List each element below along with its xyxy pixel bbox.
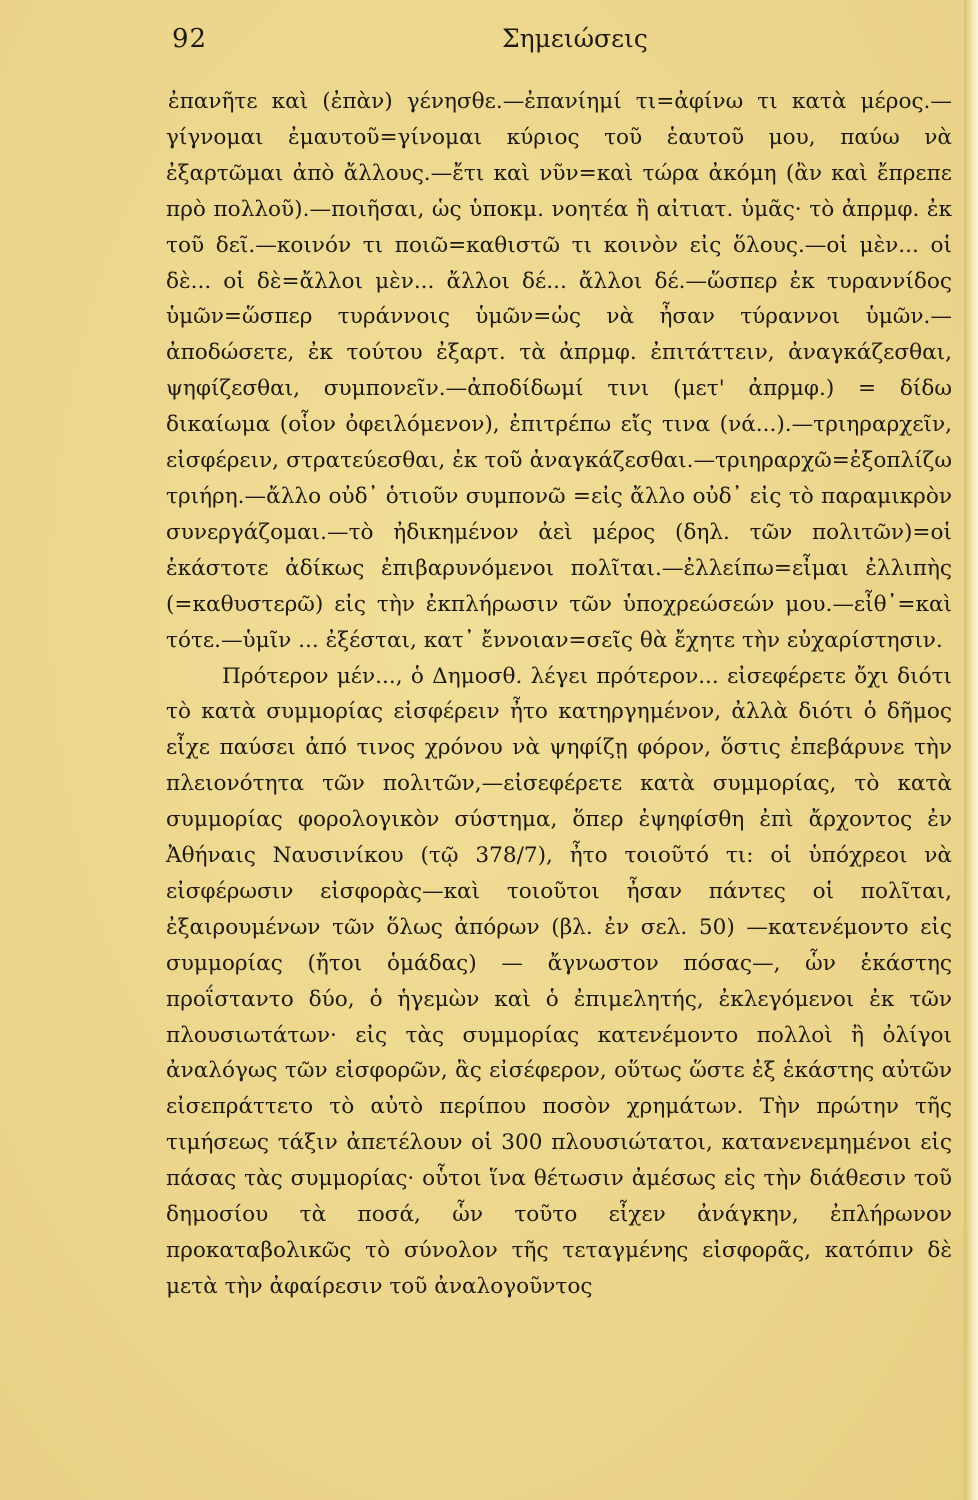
body-text (166, 84, 952, 1305)
paragraph-notes: ἐπανῆτε καὶ (ἐπὰν) γένησθε.—ἐπανίημί τι=ἀφίνω τι κατὰ μέρος.—γίγνομαι ἐμαυτοῦ=γίνομαι κύριος τοῦ ἑαυτοῦ μου, παύω νὰ ἐξαρτῶμαι ἀπὸ ἄλλους.—ἔτι καὶ νῦν=καὶ τώρα ἀκόμη (ἂν καὶ ἔπρεπε πρὸ πολλοῦ).—ποιῆσαι, ὡς ὑποκμ. νοητέα ἢ αἰτιατ. ὑμᾶς· τὸ ἀπρμφ. ἐκ τοῦ δεῖ.—κοινόν τι ποιῶ=καθιστῶ τι κοινὸν εἰς ὅλους.—οἱ μὲν... οἱ δὲ... οἱ δὲ=ἄλλοι μὲν... ἄλλοι δέ... ἄλλοι δέ.—ὥσπερ ἐκ τυραννίδος ὑμῶν=ὥσπερ τυράννοις ὑμῶν=ὡς νὰ ἦσαν τύραννοι ὑμῶν.—ἀποδώσετε, ἐκ τούτου ἐξαρτ. τὰ ἀπρμφ. ἐπιτάττειν, ἀναγκάζεσθαι, ψηφίζεσθαι, συμπονεῖν.—ἀποδίδωμί τινι (μετ' ἀπρμφ.) = δίδω δικαίωμα (οἷον ὀφειλόμενον), ἐπιτρέπω εἴς τινα (νά...).—τριηραρχεῖν, εἰσφέρειν, στρατεύεσθαι, ἐκ τοῦ ἀναγκάζεσθαι.—τριηραρχῶ=ἐξοπλίζω τριήρη.—ἄλλο οὐδ᾽ ὁτιοῦν συμπονῶ =εἰς ἄλλο οὐδ᾽ εἰς τὸ παραμικρὸν συνεργάζομαι.—τὸ ἠδικημένον ἀεὶ μέρος (δηλ. τῶν πολιτῶν)=οἱ ἑκάστοτε ἀδίκως ἐπιβαρυνόμενοι πολῖται.—ἐλλείπω=εἶμαι ἐλλιπὴς (=καθυστερῶ) εἰς τὴν ἐκπλήρωσιν τῶν ὑποχρεώσεών μου.—εἶθ᾽=καὶ τότε.—ὑμῖν ... ἐξέσται, κατ᾽ ἔννοιαν=σεῖς θὰ ἔχητε τὴν εὐχαρίστησιν. (166, 89, 952, 653)
page-edge (964, 0, 978, 1500)
running-title: Σημειώσεις (502, 24, 648, 53)
page-number: 92 (172, 24, 208, 54)
page-header (172, 24, 952, 64)
paragraph-proteron: Πρότερον μέν..., ὁ Δημοσθ. λέγει πρότερον... εἰσεφέρετε ὄχι διότι τὸ κατὰ συμμορίας εἰσφέρειν ἦτο κατηργημένον, ἀλλὰ διότι ὁ δῆμος εἶχε παύσει ἀπό τινος χρόνου νὰ ψηφίζῃ φόρον, ὅστις ἐπεβάρυνε τὴν πλειονότητα τῶν πολιτῶν,—εἰσεφέρετε κατὰ συμμορίας, τὸ κατὰ συμμορίας φορολογικὸν σύστημα, ὅπερ ἐψηφίσθη ἐπὶ ἄρχοντος ἐν Ἀθήναις Ναυσινίκου (τῷ 378/7), ἦτο τοιοῦτό τι: οἱ ὑπόχρεοι νὰ εἰσφέρωσιν εἰσφορὰς—καὶ τοιοῦτοι ἦσαν πάντες οἱ πολῖται, ἐξαιρουμένων τῶν ὅλως ἀπόρων (βλ. ἐν σελ. 50) —κατενέμοντο εἰς συμμορίας (ἤτοι ὁμάδας) — ἄγνωστον πόσας—, ὧν ἑκάστης προΐσταντο δύο, ὁ ἡγεμὼν καὶ ὁ ἐπιμελητής, ἐκλεγόμενοι ἐκ τῶν πλουσιωτάτων· εἰς τὰς συμμορίας κατενέμοντο πολλοὶ ἢ ὀλίγοι ἀναλόγως τῶν εἰσφορῶν, ἃς εἰσέφερον, οὕτως ὥστε ἐξ ἑκάστης αὐτῶν εἰσεπράττετο τὸ αὐτὸ περίπου ποσὸν χρημάτων. Τὴν πρώτην τῆς τιμήσεως τάξιν ἀπετέλουν οἱ 300 πλουσιώτατοι, κατανενεμημένοι εἰς πάσας τὰς συμμορίας· οὗτοι ἵνα θέτωσιν ἀμέσως εἰς τὴν διάθεσιν τοῦ δημοσίου τὰ ποσά, ὧν τοῦτο εἶχεν ἀνάγκην, ἐπλήρωνον προκαταβολικῶς τὸ σύνολον τῆς τεταγμένης εἰσφορᾶς, κατόπιν δὲ μετὰ τὴν ἀφαίρεσιν τοῦ ἀναλογοῦντος (166, 663, 952, 1299)
